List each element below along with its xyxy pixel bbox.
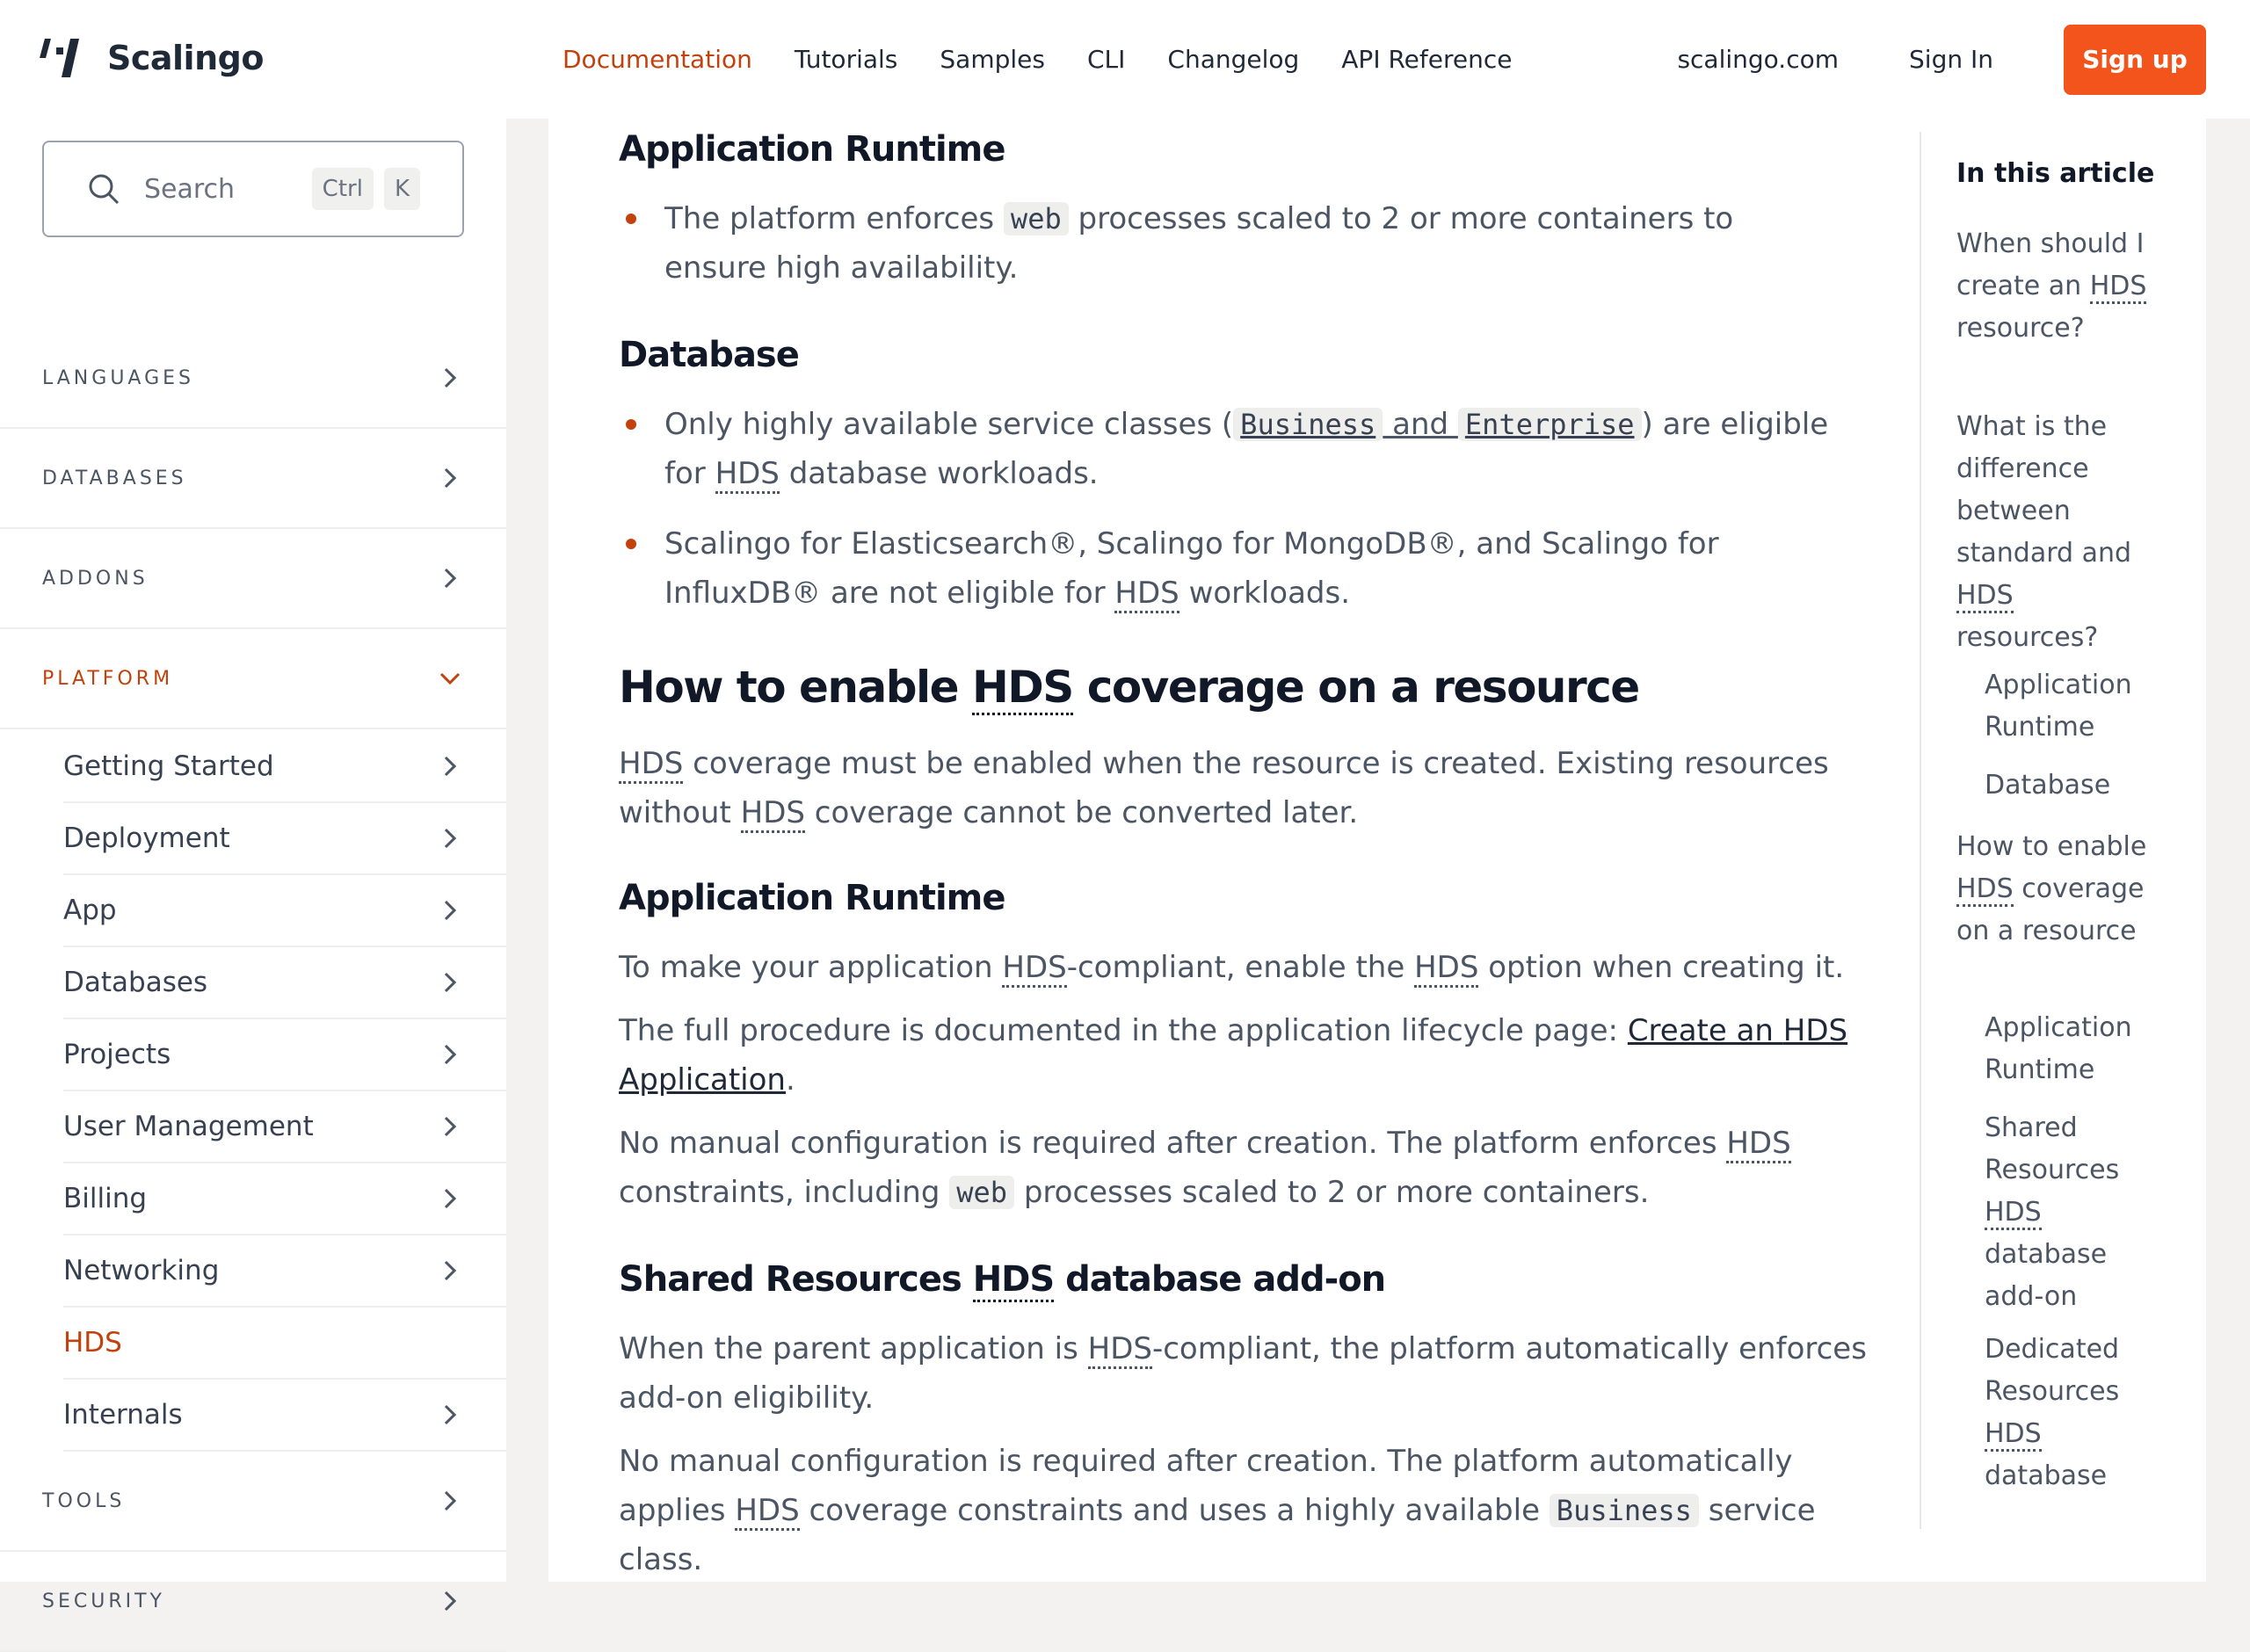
sidebar-item-billing[interactable] xyxy=(63,1163,506,1235)
toc-text: database xyxy=(1985,1460,2108,1491)
hds-abbr: HDS xyxy=(1002,950,1066,988)
nav-samples[interactable]: Samples xyxy=(940,45,1045,74)
chevron-right-icon xyxy=(436,1401,464,1429)
logo[interactable] xyxy=(44,35,264,81)
text: workloads. xyxy=(1179,576,1351,611)
chevron-right-icon xyxy=(436,464,464,492)
heading-application-runtime: Application Runtime xyxy=(619,129,1005,170)
search-input[interactable] xyxy=(42,141,464,237)
hds-abbr: HDS xyxy=(1114,576,1179,613)
sidebar-item-label: Databases xyxy=(63,967,208,998)
text: . xyxy=(785,1062,795,1098)
text: processes scaled to 2 or more containers. xyxy=(1014,1175,1650,1210)
main-nav xyxy=(562,0,1554,119)
sidebar-item-databases[interactable] xyxy=(63,947,506,1019)
section-label: DATABASES xyxy=(42,467,187,489)
search-placeholder: Search xyxy=(144,173,236,205)
sidebar-item-label: Internals xyxy=(63,1399,183,1431)
chevron-right-icon xyxy=(436,1257,464,1285)
nav-api-reference[interactable]: API Reference xyxy=(1341,45,1513,74)
toc-text: database add-on xyxy=(1985,1239,2108,1312)
paragraph xyxy=(619,739,1884,837)
text: Shared Resources xyxy=(619,1259,973,1300)
text: service class. xyxy=(619,1493,1816,1577)
text: database workloads. xyxy=(779,456,1099,491)
sidebar-item-internals[interactable] xyxy=(63,1380,506,1452)
section-label: SECURITY xyxy=(42,1590,165,1612)
link-text[interactable]: and xyxy=(1383,407,1458,442)
sidebar-item-app[interactable] xyxy=(63,875,506,947)
text: coverage constraints and uses a highly available xyxy=(799,1493,1550,1528)
toc-item-how-to-enable[interactable] xyxy=(1956,826,2159,953)
toc-item-application-runtime[interactable]: Application Runtime xyxy=(1985,670,2132,743)
chevron-right-icon xyxy=(436,1040,464,1069)
text: ) are eligible for xyxy=(664,407,1829,491)
sidebar-item-label: Deployment xyxy=(63,822,230,854)
shortcut-key-ctrl: Ctrl xyxy=(312,168,374,210)
hds-abbr: HDS xyxy=(1985,1418,2042,1452)
hds-abbr: HDS xyxy=(735,1493,799,1531)
toc-text: Dedicated Resources xyxy=(1985,1334,2120,1407)
paragraph xyxy=(619,1006,1884,1105)
sidebar-item-hds[interactable] xyxy=(63,1308,506,1380)
link-text: Create an xyxy=(1627,1013,1783,1048)
sidebar-item-label: Networking xyxy=(63,1255,220,1286)
section-label: PLATFORM xyxy=(42,667,174,690)
toc-text: When should I create an xyxy=(1956,228,2145,301)
sidebar-item-user-management[interactable] xyxy=(63,1091,506,1163)
shortcut-key-k: K xyxy=(384,168,420,210)
hds-abbr: HDS xyxy=(1956,580,2014,613)
toc-text: What is the difference between standard and xyxy=(1956,411,2132,569)
chevron-right-icon xyxy=(436,968,464,996)
hds-abbr: HDS xyxy=(973,1259,1055,1302)
chevron-right-icon xyxy=(436,1587,464,1615)
text: No manual configuration is required after creation. The platform enforces xyxy=(619,1126,1727,1161)
sidebar-section-addons[interactable] xyxy=(0,529,506,629)
toc-title: In this article xyxy=(1956,158,2155,189)
chevron-right-icon xyxy=(436,752,464,780)
text: To make your application xyxy=(619,950,1003,985)
sidebar-item-projects[interactable] xyxy=(63,1019,506,1091)
text: No manual configuration is required after creation. The platform automatically applies xyxy=(619,1444,1793,1528)
list-item xyxy=(619,519,1840,618)
inline-code: web xyxy=(1004,202,1069,235)
text: database add-on xyxy=(1054,1259,1386,1300)
sign-in-link[interactable]: Sign In xyxy=(1909,45,1993,74)
paragraph xyxy=(619,1324,1884,1423)
sidebar-item-label: App xyxy=(63,895,117,926)
list-item xyxy=(619,194,1840,293)
site-link[interactable]: scalingo.com xyxy=(1677,45,1840,74)
hds-abbr: HDS xyxy=(1956,873,2014,907)
paragraph xyxy=(619,943,1884,992)
text: coverage must be enabled when the resource is created. Existing resources without xyxy=(619,746,1829,830)
business-link[interactable]: Business xyxy=(1233,408,1383,441)
scalingo-logo-icon xyxy=(44,35,90,81)
hds-abbr: HDS xyxy=(1088,1331,1152,1369)
sidebar-section-platform[interactable] xyxy=(0,629,506,729)
toc-text: resources? xyxy=(1956,622,2099,653)
chevron-right-icon xyxy=(436,824,464,852)
heading-database: Database xyxy=(619,335,799,375)
sidebar-section-databases[interactable] xyxy=(0,429,506,529)
inline-code: Business xyxy=(1550,1494,1699,1527)
link-text: Application xyxy=(619,1062,786,1098)
nav-cli[interactable]: CLI xyxy=(1086,45,1126,74)
toc-item-application-runtime-2[interactable]: Application Runtime xyxy=(1985,1012,2132,1085)
text: -compliant, enable the xyxy=(1066,950,1415,985)
text: Only highly available service classes ( xyxy=(664,407,1234,442)
chevron-down-icon xyxy=(436,664,464,692)
enterprise-link[interactable]: Enterprise xyxy=(1458,408,1642,441)
text: processes scaled to 2 or more containers to ensure high availability. xyxy=(664,201,1734,286)
sign-up-button[interactable]: Sign up xyxy=(2064,25,2206,95)
section-label: LANGUAGES xyxy=(42,366,194,389)
hds-abbr: HDS xyxy=(619,746,683,784)
hds-abbr: HDS xyxy=(741,795,805,833)
text: The platform enforces xyxy=(664,201,1004,236)
sidebar-item-getting-started[interactable] xyxy=(63,731,506,803)
sidebar-section-tools[interactable] xyxy=(0,1452,506,1552)
toc-item-shared-resources[interactable] xyxy=(1985,1107,2160,1318)
text: coverage cannot be converted later. xyxy=(804,795,1359,830)
sidebar-item-deployment[interactable] xyxy=(63,803,506,875)
hds-abbr: HDS xyxy=(1726,1126,1790,1163)
toc-text: resource? xyxy=(1956,313,2085,344)
toc-text: coverage on a resource xyxy=(1956,873,2145,946)
list-item xyxy=(619,400,1840,498)
search-icon xyxy=(86,171,121,206)
hds-abbr: HDS xyxy=(715,456,780,494)
text: option when creating it. xyxy=(1478,950,1845,985)
toc-item-difference[interactable] xyxy=(1956,406,2159,659)
sidebar-item-label: Billing xyxy=(63,1183,148,1214)
chevron-right-icon xyxy=(436,1112,464,1141)
hds-abbr: HDS xyxy=(1985,1197,2042,1230)
sidebar-section-languages[interactable] xyxy=(0,329,506,429)
text: -compliant, the platform automatically enforces add-on eligibility. xyxy=(619,1331,1867,1416)
sidebar-item-networking[interactable] xyxy=(63,1235,506,1308)
chevron-right-icon xyxy=(436,1185,464,1213)
toc-item-dedicated-resources[interactable] xyxy=(1985,1329,2160,1497)
hds-abbr: HDS xyxy=(1782,1013,1848,1048)
text: The full procedure is documented in the application lifecycle page: xyxy=(619,1013,1628,1048)
hds-abbr: HDS xyxy=(2090,271,2147,304)
toc-text: How to enable xyxy=(1956,831,2147,862)
sidebar xyxy=(0,119,506,1612)
nav-documentation[interactable]: Documentation xyxy=(562,45,752,74)
sidebar-item-label: Getting Started xyxy=(63,750,274,782)
table-of-contents xyxy=(1920,132,2166,1529)
sidebar-item-label: User Management xyxy=(63,1111,314,1142)
sidebar-item-label: Projects xyxy=(63,1039,171,1070)
chevron-right-icon xyxy=(436,564,464,592)
sidebar-section-security[interactable] xyxy=(0,1552,506,1652)
section-label: ADDONS xyxy=(42,567,149,590)
sidebar-item-label: HDS xyxy=(63,1327,122,1359)
chevron-right-icon xyxy=(436,364,464,392)
text: constraints, including xyxy=(619,1175,950,1210)
text: When the parent application is xyxy=(619,1331,1088,1366)
chevron-right-icon xyxy=(436,896,464,924)
paragraph xyxy=(619,1119,1884,1217)
hds-abbr: HDS xyxy=(972,662,1073,715)
hds-abbr: HDS xyxy=(1414,950,1478,988)
text: Scalingo for Elasticsearch®, Scalingo for MongoDB®, and Scalingo for InfluxDB® are not eligible for xyxy=(664,526,1719,611)
toc-item-database[interactable]: Database xyxy=(1985,770,2111,801)
nav-tutorials[interactable]: Tutorials xyxy=(794,45,898,74)
heading-how-to-enable xyxy=(619,662,1639,713)
logo-text: Scalingo xyxy=(107,39,264,77)
text: coverage on a resource xyxy=(1072,662,1639,713)
paragraph xyxy=(619,1437,1884,1584)
inline-code: web xyxy=(949,1176,1014,1209)
heading-shared-resources xyxy=(619,1259,1385,1300)
chevron-right-icon xyxy=(436,1487,464,1515)
text: How to enable xyxy=(619,662,972,713)
nav-changelog[interactable]: Changelog xyxy=(1167,45,1300,74)
heading-application-runtime-2: Application Runtime xyxy=(619,878,1005,918)
account-nav xyxy=(1677,0,2206,119)
toc-text: Shared Resources xyxy=(1985,1112,2120,1185)
top-header xyxy=(0,0,2250,119)
section-label: TOOLS xyxy=(42,1489,126,1512)
toc-item-when-should-i[interactable] xyxy=(1956,223,2159,350)
